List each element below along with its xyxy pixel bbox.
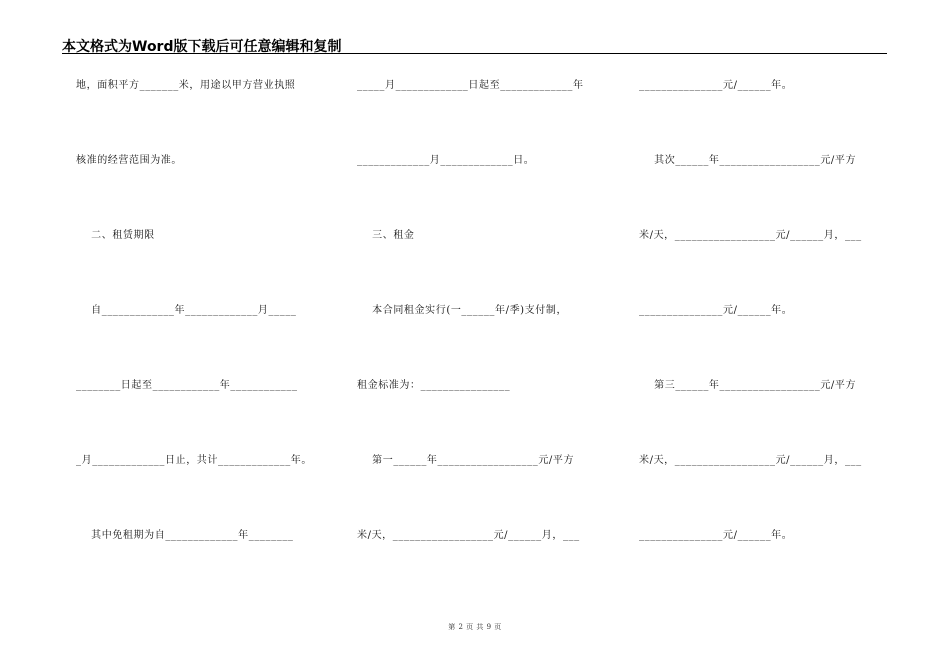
text-line: 租金标准为：________________ bbox=[357, 380, 511, 391]
document-header-title: 本文格式为Word版下载后可任意编辑和复制 bbox=[62, 39, 342, 55]
text-line: _月_____________日止，共计_____________年。 bbox=[76, 455, 312, 466]
text-column-3 bbox=[639, 0, 889, 672]
text-line: _____月_____________日起至_____________年 bbox=[357, 80, 584, 91]
text-line: _____________月_____________日。 bbox=[357, 155, 535, 166]
text-line: 核准的经营范围为准。 bbox=[76, 155, 182, 166]
text-line: 第三______年__________________元/平方 bbox=[639, 380, 857, 391]
text-line: 本合同租金实行(一______年/季)支付制， bbox=[357, 305, 568, 316]
text-column-1 bbox=[76, 0, 326, 672]
text-column-2 bbox=[357, 0, 607, 672]
text-line: 米/天，__________________元/______月，___ bbox=[639, 455, 862, 466]
text-line: _______________元/______年。 bbox=[639, 80, 793, 91]
text-line: 其次______年__________________元/平方 bbox=[639, 155, 857, 166]
text-line: 米/天，__________________元/______月，___ bbox=[357, 530, 580, 541]
section-heading-lease-term: 二、租赁期限 bbox=[76, 230, 155, 241]
section-heading-rent: 三、租金 bbox=[357, 230, 415, 241]
text-line: 第一______年__________________元/平方 bbox=[357, 455, 575, 466]
text-line: 米/天，__________________元/______月，___ bbox=[639, 230, 862, 241]
text-line: ________日起至____________年____________ bbox=[76, 380, 298, 391]
text-line: _______________元/______年。 bbox=[639, 305, 793, 316]
text-line: 地，面积平方_______米，用途以甲方营业执照 bbox=[76, 80, 296, 91]
text-line: 其中免租期为自_____________年________ bbox=[76, 530, 294, 541]
text-line: 自_____________年_____________月_____ bbox=[76, 305, 297, 316]
page-number-footer: 第 2 页 共 9 页 bbox=[448, 623, 502, 631]
text-line: _______________元/______年。 bbox=[639, 530, 793, 541]
